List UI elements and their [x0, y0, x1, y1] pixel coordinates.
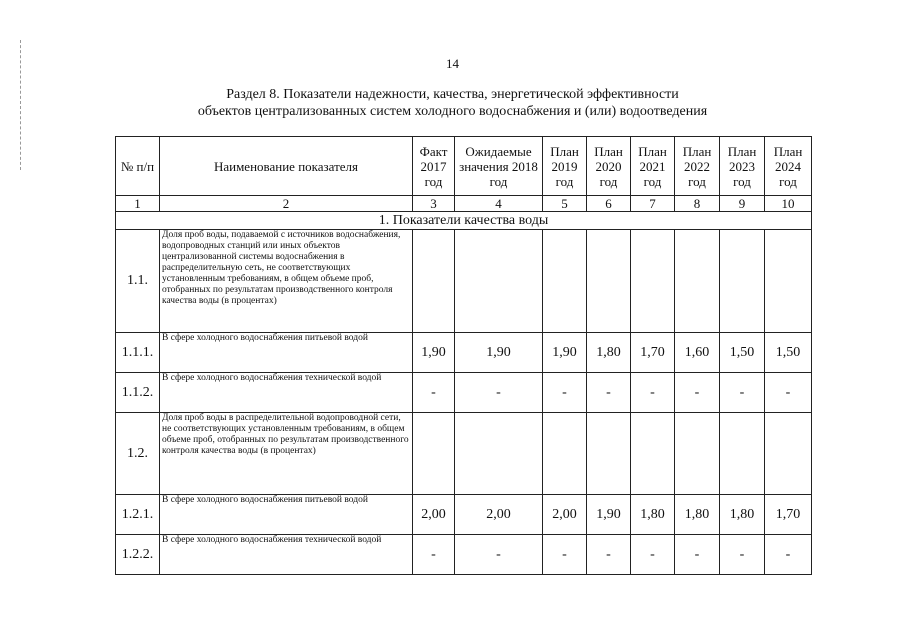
row-value: 2,00: [543, 495, 587, 535]
row-value: -: [720, 535, 765, 575]
section-title-block: [0, 86, 905, 120]
row-value: [675, 230, 720, 333]
row-value: [413, 230, 455, 333]
index-cell: 7: [631, 196, 675, 212]
row-value: -: [631, 535, 675, 575]
row-value: [631, 230, 675, 333]
row-value: -: [675, 373, 720, 413]
row-value: [675, 413, 720, 495]
row-value: 1,90: [587, 495, 631, 535]
row-num: 1.1.2.: [116, 373, 160, 413]
row-value: 1,70: [765, 495, 812, 535]
row-value: [587, 230, 631, 333]
index-cell: 5: [543, 196, 587, 212]
header-col-plan-2019: План 2019 год: [543, 137, 587, 196]
row-name: В сфере холодного водоснабжения питьевой водой: [160, 495, 413, 535]
header-col-plan-2021: План 2021 год: [631, 137, 675, 196]
row-value: [765, 413, 812, 495]
row-num: 1.2.1.: [116, 495, 160, 535]
section-heading: 1. Показатели качества воды: [116, 212, 812, 230]
row-value: 1,90: [543, 333, 587, 373]
row-value: 1,90: [413, 333, 455, 373]
row-value: -: [413, 373, 455, 413]
index-cell: 6: [587, 196, 631, 212]
index-cell: 8: [675, 196, 720, 212]
section-row: [116, 212, 812, 230]
row-value: -: [675, 535, 720, 575]
indicators-table: [115, 136, 812, 575]
row-value: [543, 413, 587, 495]
index-cell: 2: [160, 196, 413, 212]
header-col-plan-2020: План 2020 год: [587, 137, 631, 196]
header-col-plan-2024: План 2024 год: [765, 137, 812, 196]
row-value: [455, 413, 543, 495]
header-name: Наименование показателя: [160, 137, 413, 196]
row-value: -: [413, 535, 455, 575]
row-value: -: [720, 373, 765, 413]
row-name: Доля проб воды в распределительной водопроводной сети, не соответствующих установленным требованиям, в общем объеме проб, отобранных по результатам производственного контроля качества воды (в процентах): [160, 413, 413, 495]
row-value: 1,90: [455, 333, 543, 373]
row-value: -: [455, 373, 543, 413]
index-cell: 4: [455, 196, 543, 212]
header-col-plan-2023: План 2023 год: [720, 137, 765, 196]
index-cell: 10: [765, 196, 812, 212]
index-row: [116, 196, 812, 212]
row-value: [765, 230, 812, 333]
row-value: -: [543, 373, 587, 413]
header-num: № п/п: [116, 137, 160, 196]
row-value: 2,00: [455, 495, 543, 535]
row-name: В сфере холодного водоснабжения технической водой: [160, 535, 413, 575]
row-num: 1.1.: [116, 230, 160, 333]
header-col-expected-2018: Ожидаемые значения 2018 год: [455, 137, 543, 196]
row-num: 1.1.1.: [116, 333, 160, 373]
row-num: 1.2.: [116, 413, 160, 495]
row-value: [720, 230, 765, 333]
row-value: [413, 413, 455, 495]
index-cell: 1: [116, 196, 160, 212]
row-value: -: [765, 373, 812, 413]
row-value: [720, 413, 765, 495]
table-row: [116, 373, 812, 413]
index-cell: 9: [720, 196, 765, 212]
row-num: 1.2.2.: [116, 535, 160, 575]
header-col-fact-2017: Факт 2017 год: [413, 137, 455, 196]
row-value: [455, 230, 543, 333]
row-value: -: [765, 535, 812, 575]
row-value: [631, 413, 675, 495]
row-name: В сфере холодного водоснабжения технической водой: [160, 373, 413, 413]
row-value: 2,00: [413, 495, 455, 535]
row-value: [587, 413, 631, 495]
table-row: [116, 535, 812, 575]
title-line-1: Раздел 8. Показатели надежности, качества, энергетической эффективности: [226, 87, 679, 102]
row-value: -: [587, 535, 631, 575]
table-row: [116, 413, 812, 495]
row-name: В сфере холодного водоснабжения питьевой водой: [160, 333, 413, 373]
row-value: 1,80: [587, 333, 631, 373]
table-row: [116, 333, 812, 373]
row-value: 1,80: [631, 495, 675, 535]
row-value: 1,70: [631, 333, 675, 373]
header-col-plan-2022: План 2022 год: [675, 137, 720, 196]
row-value: 1,60: [675, 333, 720, 373]
row-value: -: [587, 373, 631, 413]
index-cell: 3: [413, 196, 455, 212]
row-value: [543, 230, 587, 333]
row-value: 1,50: [720, 333, 765, 373]
row-value: -: [543, 535, 587, 575]
row-value: -: [631, 373, 675, 413]
row-value: -: [455, 535, 543, 575]
row-value: 1,80: [675, 495, 720, 535]
page-number: 14: [446, 56, 459, 71]
row-value: 1,50: [765, 333, 812, 373]
table-row: [116, 230, 812, 333]
row-value: 1,80: [720, 495, 765, 535]
header-row: [116, 137, 812, 196]
title-line-2: объектов централизованных систем холодного водоснабжения и (или) водоотведения: [197, 104, 708, 119]
table-row: [116, 495, 812, 535]
row-name: Доля проб воды, подаваемой с источников водоснабжения, водопроводных станций или иных объектов централизованной системы водоснабжения в распределительную сеть, не соответствующих установленным требованиям, в общем объеме проб, отобранных по результатам производственного контроля качества воды (в процентах): [160, 230, 413, 333]
